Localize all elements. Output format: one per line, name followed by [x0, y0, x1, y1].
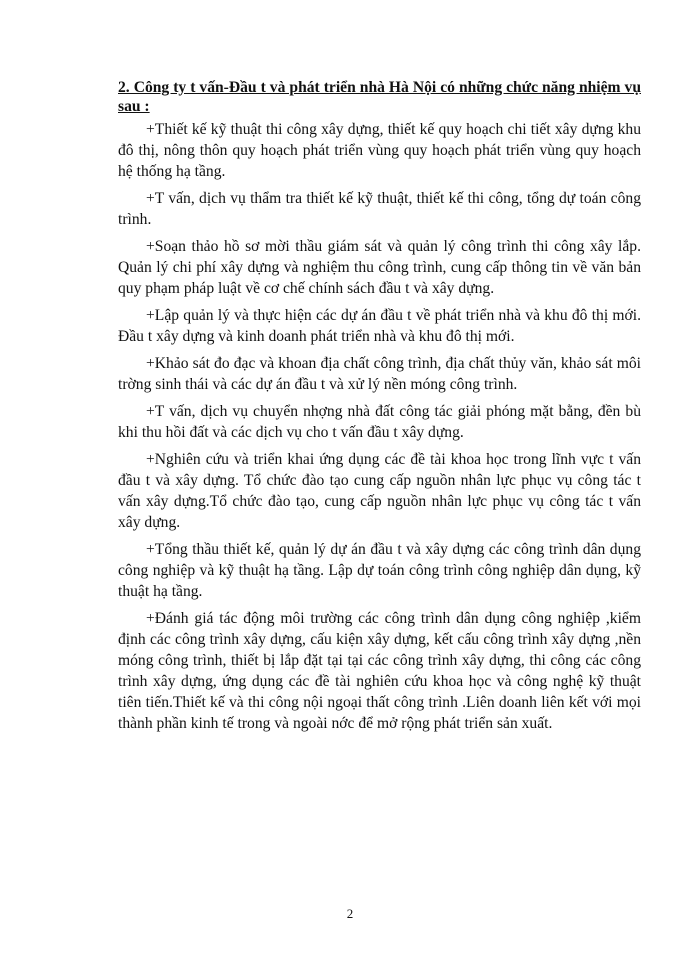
page-number: 2 — [346, 906, 354, 921]
paragraph-design: +Thiết kế kỹ thuật thi công xây dựng, thiết kế quy hoạch chi tiết xây dựng khu đô thị, nông thôn quy hoạch phát triển vùng quy hoạch phát triển vùng quy hoạch hệ thống hạ tầng. — [118, 121, 641, 180]
paragraph-assessment: +Đánh giá tác động môi trường các công trình dân dụng công nghiệp ,kiểm định các công trình xây dựng, cấu kiện xây dựng, kết cấu công trình xây dựng ,nền móng công trình, thiết bị lắp đặt tại tại các công trình xây dựng, thi công các công trình xây dựng, ứng dụng các đề tài nghiên cứu khoa học và công nghệ kỹ thuật tiên tiến.Thiết kế và thi công nội ngoại thất công trình .Liên doanh liên kết với mọi thành phần kinh tế trong và ngoài nớc để mở rộng phát triển sản xuất. — [118, 610, 641, 732]
paragraph-survey: +Khảo sát đo đạc và khoan địa chất công trình, địa chất thủy văn, khảo sát môi trờng sinh thái và các dự án đầu t và xử lý nền móng công trình. — [118, 355, 641, 393]
paragraph-real-estate: +T vấn, dịch vụ chuyển nhợng nhà đất công tác giải phóng mặt bằng, đền bù khi thu hồi đất và các dịch vụ cho t vấn đầu t xây dựng. — [118, 403, 641, 441]
paragraph-project-management: +Lập quản lý và thực hiện các dự án đầu t về phát triển nhà và khu đô thị mới. Đầu t xây dựng và kinh doanh phát triển nhà và khu đô thị mới. — [118, 307, 641, 345]
paragraph-consulting: +T vấn, dịch vụ thẩm tra thiết kế kỹ thuật, thiết kế thi công, tổng dự toán công trình. — [118, 190, 641, 228]
document-body — [118, 78, 641, 740]
paragraph-research: +Nghiên cứu và triển khai ứng dụng các đề tài khoa học trong lĩnh vực t vấn đầu t và xây dựng. Tổ chức đào tạo cung cấp nguồn nhân lực phục vụ công tác t vấn xây dựng.Tổ chức đào tạo, cung cấp nguồn nhân lực phục vụ công tác t vấn xây dựng. — [118, 451, 641, 531]
paragraph-bidding: +Soạn thảo hồ sơ mời thầu giám sát và quản lý công trình thi công xây lắp. Quản lý chi phí xây dựng và nghiệm thu công trình, cung cấp thông tin về văn bản quy phạm pháp luật về cơ chế chính sách đầu t và xây dựng. — [118, 238, 641, 297]
section-heading: 2. Công ty t vấn-Đầu t và phát triển nhà Hà Nội có những chức năng nhiệm vụ sau : — [118, 79, 641, 115]
paragraph-general-contracting: +Tổng thầu thiết kế, quản lý dự án đầu t và xây dựng các công trình dân dụng công nghiệp và kỹ thuật hạ tầng. Lập dự toán công trình công nghiệp dân dụng, kỹ thuật hạ tầng. — [118, 541, 641, 600]
